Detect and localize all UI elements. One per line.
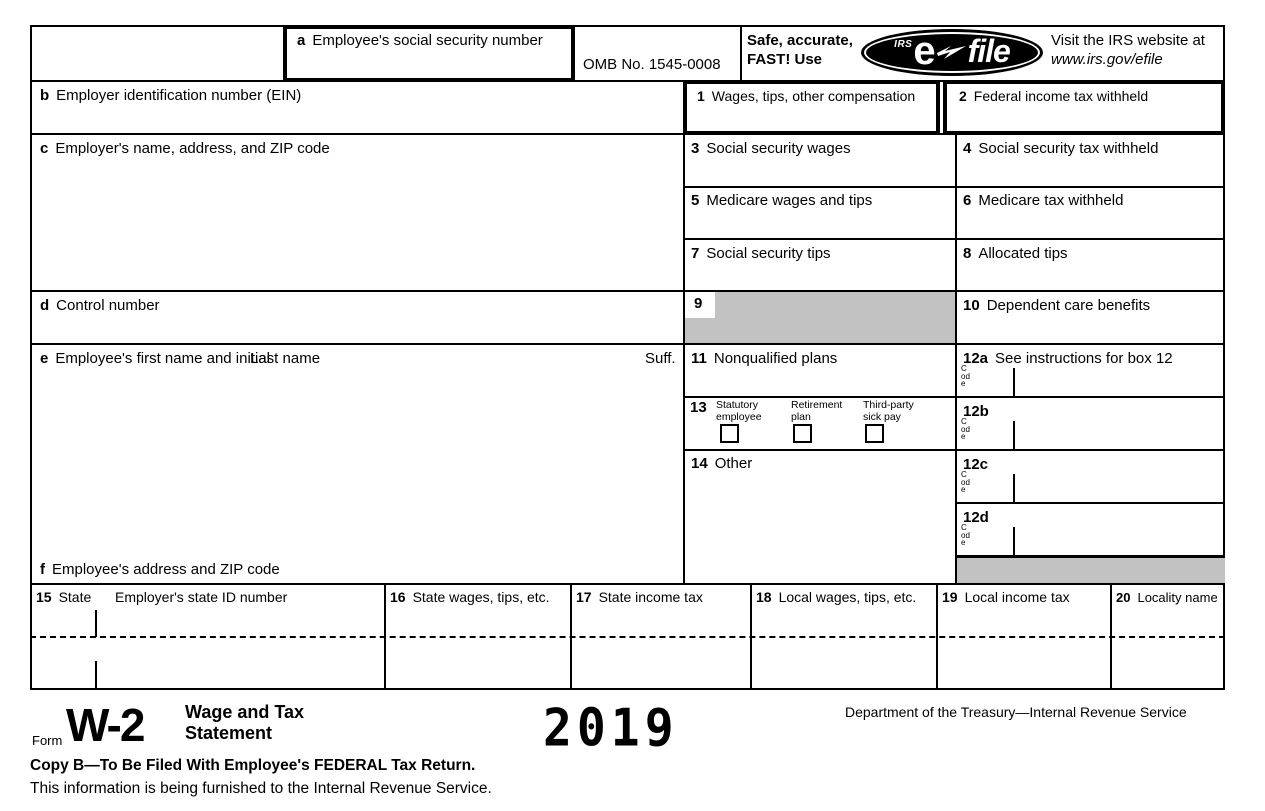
efile-logo-ring <box>864 28 1040 73</box>
grid-line <box>30 583 1225 585</box>
grid-line <box>683 186 1225 188</box>
box-10-id: 10 <box>963 297 980 314</box>
grid-line <box>30 290 1225 292</box>
retirement-plan-label-line1: Retirement <box>791 399 843 411</box>
box-f-id: f <box>40 561 45 578</box>
efile-logo-file-text: file <box>967 33 1010 69</box>
code-divider <box>1013 527 1015 555</box>
efile-logo-irs-text: IRS <box>894 39 913 50</box>
efile-logo-e-text: e <box>913 28 936 73</box>
box-a-label: Employee's social security number <box>312 32 543 49</box>
box-12d-id: 12d <box>963 509 989 526</box>
furnished-notice: This information is being furnished to the Internal Revenue Service. <box>30 780 492 797</box>
form-number: W-2 <box>66 699 144 751</box>
grid-line <box>740 27 742 80</box>
grid-line <box>683 396 1225 398</box>
box-9-shaded-area <box>685 292 955 343</box>
box-f-label: Employee's address and ZIP code <box>52 561 280 578</box>
box-12a-id: 12a <box>963 350 989 367</box>
third-party-sick-pay-checkbox[interactable] <box>865 424 884 443</box>
grid-line <box>384 583 386 690</box>
box-15-employer-state-id-label: Employer's state ID number <box>115 589 288 605</box>
visit-irs-line1: Visit the IRS website at <box>1051 32 1205 49</box>
efile-tagline-line1: Safe, accurate, <box>747 32 853 49</box>
box-18-id: 18 <box>756 589 772 605</box>
treasury-agency-label: Department of the Treasury—Internal Revenue Service <box>845 704 1187 720</box>
box-3-id: 3 <box>691 140 700 157</box>
box-1-label: Wages, tips, other compensation <box>711 88 916 104</box>
box-e-label: Employee's first name and initial <box>55 350 270 367</box>
omb-number: OMB No. 1545-0008 <box>583 56 721 73</box>
box-12b-code-label: Code <box>961 417 970 441</box>
box-17-label: State income tax <box>598 589 703 605</box>
form-word: Form <box>32 733 63 748</box>
visit-irs-url: www.irs.gov/efile <box>1051 51 1163 68</box>
box-14-id: 14 <box>691 455 708 472</box>
box-2-label: Federal income tax withheld <box>973 88 1149 104</box>
third-party-sick-pay-label-line2: sick pay <box>863 410 901 423</box>
box-d-id: d <box>40 297 50 314</box>
box-6-label: Medicare tax withheld <box>978 192 1124 209</box>
box-2-id: 2 <box>959 88 967 104</box>
efile-tagline-line2: FAST! Use <box>747 51 823 68</box>
box-5-label: Medicare wages and tips <box>706 192 873 209</box>
box-e-id: e <box>40 350 49 367</box>
box-19-label: Local income tax <box>964 589 1070 605</box>
form-title-line2: Statement <box>185 723 273 743</box>
grid-line <box>683 238 1225 240</box>
code-divider <box>1013 368 1015 396</box>
grid-line <box>936 583 938 690</box>
box-11-label: Nonqualified plans <box>713 350 838 367</box>
box-20-id: 20 <box>1116 590 1131 605</box>
box-a-id: a <box>297 32 306 49</box>
box-e-last-name-label: Last name <box>250 350 321 367</box>
box-12a-label: See instructions for box 12 <box>995 350 1173 367</box>
box-19-id: 19 <box>942 589 958 605</box>
box-15-id: 15 <box>36 589 52 605</box>
box-12c-id: 12c <box>963 456 989 473</box>
box-10-label: Dependent care benefits <box>986 297 1151 314</box>
grid-line <box>683 449 1225 451</box>
box-5-id: 5 <box>691 192 700 209</box>
form-title-line1: Wage and Tax <box>185 702 305 722</box>
retirement-plan-label-line2: plan <box>791 410 811 423</box>
box-7-id: 7 <box>691 245 700 262</box>
box-6-id: 6 <box>963 192 972 209</box>
box-e-suffix-label: Suff. <box>645 350 676 367</box>
state-entry-tick <box>95 661 97 690</box>
box-12c-code-label: Code <box>961 470 970 494</box>
box-16-id: 16 <box>390 589 406 605</box>
box-13-id: 13 <box>690 399 707 416</box>
box-15-state-label: State <box>58 589 92 605</box>
retirement-plan-checkbox[interactable] <box>793 424 812 443</box>
box-14-label: Other <box>714 455 753 472</box>
box-8-label: Allocated tips <box>978 245 1068 262</box>
box-9-id: 9 <box>685 292 715 318</box>
box-3-label: Social security wages <box>706 140 851 157</box>
box-17-id: 17 <box>576 589 592 605</box>
box-c-id: c <box>40 140 49 157</box>
box-7-label: Social security tips <box>706 245 831 262</box>
irs-efile-logo <box>861 29 1043 76</box>
copy-b-notice: Copy B—To Be Filed With Employee's FEDERAL Tax Return. <box>30 757 476 774</box>
box-c-label: Employer's name, address, and ZIP code <box>55 140 330 157</box>
code-divider <box>1013 474 1015 502</box>
statutory-employee-label-line2: employee <box>716 410 762 423</box>
state-row-dashed-divider <box>30 636 1225 638</box>
box-8-id: 8 <box>963 245 972 262</box>
grid-line <box>570 583 572 690</box>
statutory-employee-checkbox[interactable] <box>720 424 739 443</box>
box-12d-code-label: Code <box>961 523 970 547</box>
box-12a-code-label: Code <box>961 364 970 388</box>
box-b-label: Employer identification number (EIN) <box>56 87 302 104</box>
box-18-label: Local wages, tips, etc. <box>778 589 917 605</box>
box-4-label: Social security tax withheld <box>978 140 1159 157</box>
box-11-id: 11 <box>691 350 707 367</box>
grid-line <box>30 343 1225 345</box>
grid-line <box>955 133 957 585</box>
box-4-id: 4 <box>963 140 972 157</box>
box-b-id: b <box>40 87 50 104</box>
box-d-label: Control number <box>56 297 160 314</box>
grid-line <box>750 583 752 690</box>
box-12b-id: 12b <box>963 403 989 420</box>
grid-line <box>955 502 1225 504</box>
statutory-employee-label-line1: Statutory <box>716 399 759 411</box>
tax-year: 2019 <box>543 697 679 759</box>
code-divider <box>1013 421 1015 449</box>
box-16-label: State wages, tips, etc. <box>412 589 550 605</box>
shaded-bar <box>957 558 1225 583</box>
third-party-sick-pay-label-line1: Third-party <box>863 399 914 411</box>
grid-line <box>1110 583 1112 690</box>
box-20-label: Locality name <box>1137 590 1218 605</box>
box-1-id: 1 <box>697 88 705 104</box>
state-entry-tick <box>95 610 97 637</box>
